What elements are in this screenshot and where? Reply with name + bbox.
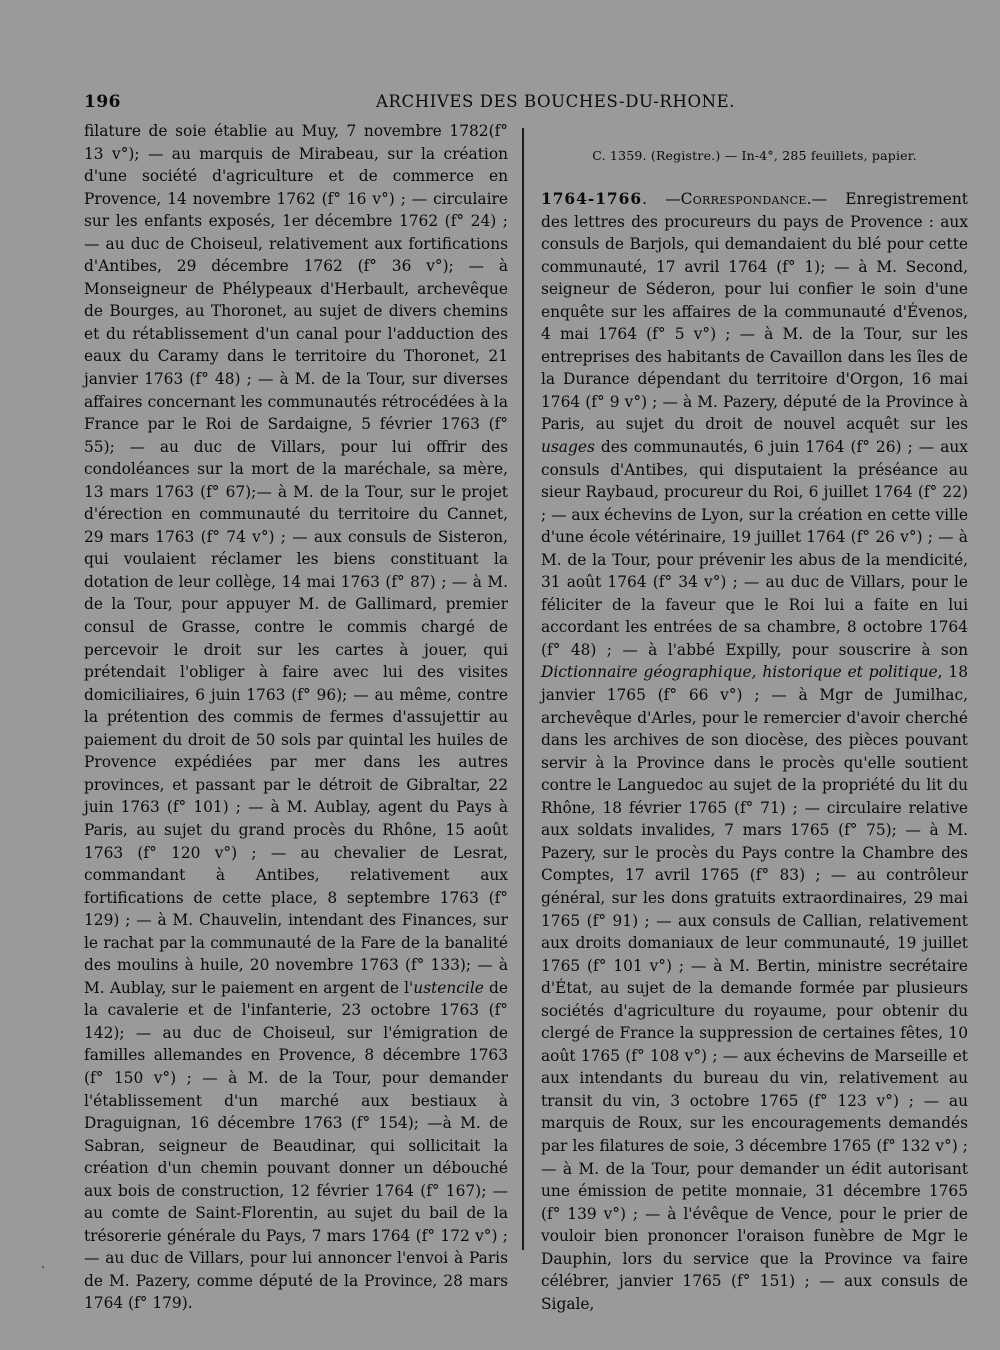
column-divider	[522, 128, 524, 1250]
section-label: Correspondance	[680, 190, 807, 208]
left-column	[84, 120, 508, 1315]
archive-reference: C. 1359. (Registre.) — In-4°, 285 feuillets, papier.	[592, 148, 917, 163]
left-column-italic-term: ustencile	[413, 978, 484, 997]
heading-separator: . —	[642, 190, 681, 208]
italic-term-usages: usages	[541, 438, 595, 457]
right-column-text-3: , 18 janvier 1765 (f° 66 v°) ; — à Mgr de Jumilhac, archevêque d'Arles, pour le remercier d'avoir cherché dans les archives de son diocèse, des pièces pouvant servir à la Province dans le procès qu'elle soutient contre le Languedoc au sujet de la propriété du lit du Rhône, 18 février 1765 (f° 71) ; — circulaire relative aux soldats invalides, 7 mars 1765 (f° 75); — à M. Pazery, sur le procès du Pays contre la Chambre des Comptes, 17 avril 1765 (f° 83) ; — au contrôleur général, sur les dons gratuits extraordinaires, 29 mai 1765 (f° 91) ; — aux consuls de Callian, relativement aux droits domaniaux de leur communauté, 19 juillet 1765 (f° 101 v°) ; — à M. Bertin, ministre secrétaire d'État, au sujet de la demande formée par plusieurs sociétés d'agriculture du royaume, pour obtenir du clergé de France la suppression de certaines fêtes, 10 août 1765 (f° 108 v°) ; — aux échevins de Marseille et aux intendants du bureau du vin, relativement au transit du vin, 3 octobre 1765 (f° 123 v°) ; — au marquis de Roux, sur les encouragements demandés par les filatures de soie, 3 décembre 1765 (f° 132 v°) ; — à M. de la Tour, pour demander un édit autorisant une émission de petite monnaie, 31 décembre 1765 (f° 139 v°) ; — à l'évêque de Vence, pour le prier de vouloir bien prononcer l'oraison funèbre de Mgr le Dauphin, lors du service que la Province va faire célébrer, janvier 1765 (f° 151) ; — aux consuls de Sigale,	[541, 663, 968, 1313]
left-column-paragraph	[84, 120, 508, 1315]
right-column	[541, 146, 968, 1315]
left-column-text: filature de soie établie au Muy, 7 novembre 1782(f° 13 v°); — au marquis de Mirabeau, sur la création d'une société d'agriculture et de commerce en Provence, 14 novembre 1762 (f° 16 v°) ; — circulaire sur les enfants exposés, 1er décembre 1762 (f° 24) ; — au duc de Choiseul, relativement aux fortifications d'Antibes, 29 décembre 1762 (f° 36 v°); — à Monseigneur de Phélypeaux d'Herbault, archevêque de Bourges, au Thoronet, au sujet de divers chemins et du rétablissement d'un canal pour l'adduction des eaux du Caramy dans le territoire du Thoronet, 21 janvier 1763 (f° 48) ; — à M. de la Tour, sur diverses affaires concernant les communautés rétrocédées à la France par le Roi de Sardaigne, 5 février 1763 (f° 55); — au duc de Villars, pour lui offrir des condoléances sur la mort de la maréchale, sa mère, 13 mars 1763 (f° 67);— à M. de la Tour, sur le projet d'érection en communauté du territoire du Cannet, 29 mars 1763 (f° 74 v°) ; — aux consuls de Sisteron, qui voulaient réclamer les biens constituant la dotation de leur collège, 14 mai 1763 (f° 87) ; — à M. de la Tour, pour appuyer M. de Gallimard, premier consul de Grasse, contre le commis chargé de percevoir le droit sur les cartes à jouer, qui prétendait l'obliger à faire avec lui des visites domiciliaires, 6 juin 1763 (f° 96); — au même, contre la prétention des commis de fermes d'assujettir au paiement du droit de 50 sols par quintal les huiles de Provence expédiées par mer dans les autres provinces, et passant par le détroit de Gibraltar, 22 juin 1763 (f° 101) ; — à M. Aublay, agent du Pays à Paris, au sujet du grand procès du Rhône, 15 août 1763 (f° 120 v°) ; — au chevalier de Lesrat, commandant à Antibes, relativement aux fortifications de cette place, 8 septembre 1763 (f° 129) ; — à M. Chauvelin, intendant des Finances, sur le rachat par la communauté de la Fare de la banalité des moulins à huile, 20 novembre 1763 (f° 133); — à M. Aublay, sur le paiement en argent de l'	[84, 122, 508, 997]
margin-speck	[42, 1266, 44, 1268]
page-header	[84, 92, 972, 116]
right-column-paragraph	[541, 188, 968, 1315]
left-column-text-after: de la cavalerie et de l'infanterie, 23 octobre 1763 (f° 142); — au duc de Choiseul, sur l'émigration de familles allemandes en Provence, 8 décembre 1763 (f° 150 v°) ; — à M. de la Tour, pour demander l'établissement d'un marché aux bestiaux à Draguignan, 16 décembre 1763 (f° 154); —à M. de Sabran, seigneur de Beaudinar, qui sollicitait la création d'un chemin pouvant donner un débouché aux bois de construction, 12 février 1764 (f° 167); — au comte de Saint-Florentin, au sujet du bail de la trésorerie générale du Pays, 7 mars 1764 (f° 172 v°) ; — au duc de Villars, pour lui annoncer l'envoi à Paris de M. Pazery, comme député de la Province, 28 mars 1764 (f° 179).	[84, 978, 509, 1313]
running-title: ARCHIVES DES BOUCHES-DU-RHONE.	[376, 92, 736, 111]
right-column-text-1: .— Enregistrement des lettres des procureurs du pays de Provence : aux consuls de Barjols, qui demandaient du blé pour cette communauté, 17 avril 1764 (f° 1); — à M. Second, seigneur de Séderon, pour lui confier le soin d'une enquête sur les affaires de la communauté d'Évenos, 4 mai 1764 (f° 5 v°) ; — à M. de la Tour, sur les entreprises des habitants de Cavaillon dans les îles de la Durance dépendant du territoire d'Orgon, 16 mai 1764 (f° 9 v°) ; — à M. Pazery, député de la Province à Paris, au sujet du droit de nouvel acquêt sur les	[541, 190, 968, 434]
italic-title-dictionnaire: Dictionnaire géographique, historique et politique	[541, 663, 938, 682]
date-range-heading: 1764-1766	[541, 190, 643, 208]
right-column-text-2: des communautés, 6 juin 1764 (f° 26) ; — aux consuls d'Antibes, qui disputaient la préséance au sieur Raybaud, procureur du Roi, 6 juillet 1764 (f° 22) ; — aux échevins de Lyon, sur la création en cette ville d'une école vétérinaire, 19 juillet 1764 (f° 26 v°) ; — à M. de la Tour, pour prévenir les abus de la mendicité, 31 août 1764 (f° 34 v°) ; — au duc de Villars, pour le féliciter de la faveur que le Roi lui a faite en lui accordant les entrées de sa chambre, 8 octobre 1764 (f° 48) ; — à l'abbé Expilly, pour souscrire à son	[541, 438, 968, 659]
page-number: 196	[84, 92, 121, 112]
